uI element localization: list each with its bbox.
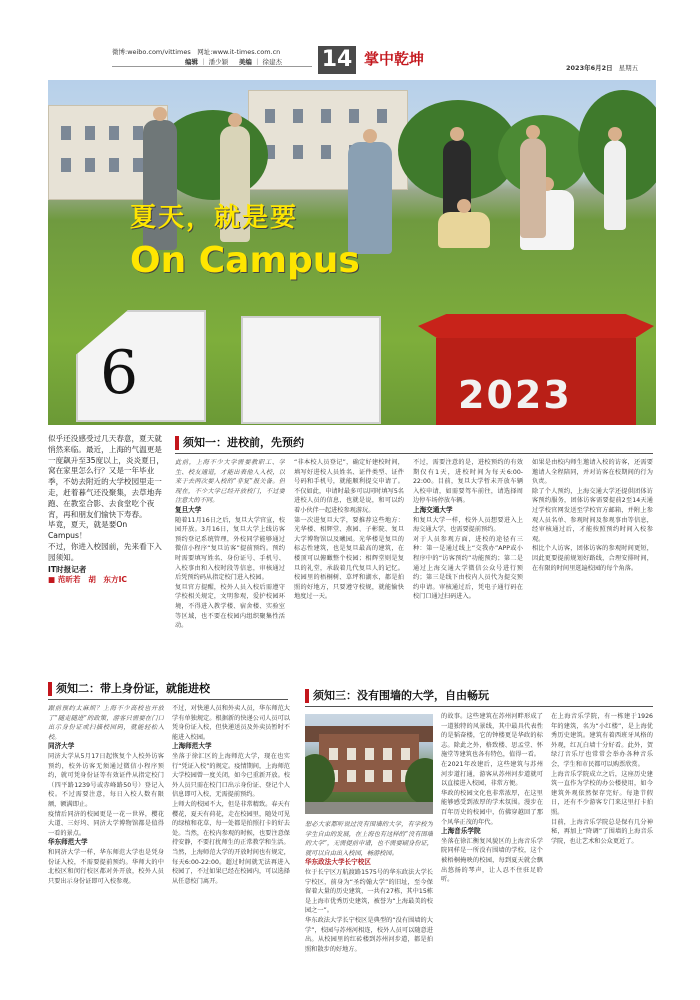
notice3-paragraph: 的故事。这些建筑在苏州河畔形成了一道独特的风景线，其中最具代表性的是韬奋楼，它的钟楼更是华政的标志。除此之外，格致楼、思孟堂、怀施堂等建筑也各有特色，值得一看。 [441, 713, 543, 759]
notice1-subhead-fudan: 复旦大学 [175, 505, 202, 514]
intro-paragraph: 不过，你进入校园前，先来看下入园须知。 [48, 541, 162, 562]
byline-source: IT时报记者 [48, 564, 87, 574]
editor-label: 编辑 [185, 58, 198, 66]
notice2-paragraph: 不过，对快递人员和外卖人员，华东师范大学有单独规定。根据新的快递公司人员可以凭身份证入校，但快递送员及外卖员暂时不能进入校园。 [172, 705, 290, 741]
page-number: 14 [318, 46, 356, 74]
weekday-text: 星期五 [618, 64, 639, 72]
hero-photo [48, 80, 656, 425]
campus-building-photo [305, 714, 433, 814]
notice3-paragraph: 华政的校园文化也非常浓厚，在这里能够感受到浓厚的学术氛围。漫步在百年历史的校园中，仿佛穿越回了那个风华正茂的年代。 [441, 789, 543, 826]
notice3-paragraph: 坐落在徐汇衡复风貌区的上海音乐学院同样是一所没有围墙的学校，这个被梧桐掩映的校园，每到夏天就会飘出悠扬的琴声，让人忍不住驻足聆听。 [441, 837, 543, 884]
notice2-subhead-ecnu: 华东师范大学 [48, 838, 88, 847]
notice2-subhead-shnu: 上海师范大学 [172, 742, 212, 751]
notice1-lead: 此前，上海不少大学需要教职工、学生、校友通道，才能出表他人入校，以来于去两次要入校的“非复”报关备。但现在，不少大学已经开放校门，不过要注意大的不同。 [175, 459, 285, 505]
header-rule [112, 66, 312, 67]
issue-date [566, 63, 638, 72]
notice1-subhead-sjtu: 上海交通大学 [413, 505, 453, 514]
headline-rule [305, 706, 653, 707]
notice1-paragraph: 复旦官方提醒，校外人员入校后需遵守学校相关规定，文明参观，爱护校园环境，不得进入教学楼、宿舍楼、实验室等区域，也不要在校园内组织聚集性活动。 [175, 583, 285, 630]
notice3-paragraph: 华东政法大学长宁校区是典型的“没有围墙的大学”，校园与苏州河相连，校外人员可以随意进出。从校园里的红砖楼到苏州河步道，都是拍照和散步的好地方。 [305, 916, 433, 953]
notice3-column-2 [441, 712, 543, 995]
notice1-paragraph: 相比个人访客，团体访客的参观时间更短，因此更要提前规划好路线，合理安排时间，在有限的时间里逛遍校园的每个角落。 [532, 545, 653, 572]
hero-subheadline: On Campus [130, 240, 360, 281]
headline-marker [175, 436, 179, 450]
notice1-column-3 [413, 458, 523, 678]
headline-rule [175, 453, 653, 454]
pavilion-roof [418, 308, 654, 338]
editor-name: 潘少颖 [208, 58, 229, 66]
notice2-lead: 跟前预约太麻烦？上海不少高校也开放了“随走随进”的政策，游客只需要在门口出示身份证或扫描校园码，就能轻松入校。 [48, 705, 164, 741]
notice2-paragraph: 上师大的校园不大，但是非常精致。春天有樱花，夏天有荷花，走在校园里，随处可见的绿植和花草，每一处都是拍照打卡的好去处。当然，在校内参观的时候，也要注意保持安静，不要打扰师生的正常教学和生活。 [172, 800, 290, 847]
headline-marker [48, 682, 52, 696]
notice1-paragraph: 对于人员参观方面，进校的途径有三种：第一是通过线上“交我办”APP或小程序中的“访客预约”功能预约；第二是通过上海交通大学微信公众号进行预约；第三是线下由校内人员代为提交预约申请。审核通过后，凭电子通行码在校门口通过扫码进入。 [413, 535, 523, 601]
notice2-subhead-tongji: 同济大学 [48, 742, 75, 751]
page-header [0, 0, 700, 78]
notice3-heading: 须知三：没有围墙的大学，自由畅玩 [313, 689, 489, 702]
notice2-paragraph: 坐落于徐汇区的上海师范大学，现在也实行“凭证入校”的规定。疫情期间，上海师范大学校园曾一度关闭，如今已重新开放。校外人员只需在校门口出示身份证、登记个人信息即可入校，无需提前预约。 [172, 752, 290, 799]
notice1-paragraph: 随着11月16日之后，复旦大学官宣，校园开放。3月16日，复旦大学上线访客预约登记系统管理，外校同学能够通过微信小程序“复旦访客”提前预约。预约时需要填写姓名、身份证号、手机号、入校事由和入校时段等信息，审核通过后凭预约码从指定校门进入校园。 [175, 516, 285, 582]
hero-headline: 夏天，就是要 [130, 203, 299, 233]
notice3-paragraph: 上海音乐学院成立之后，这座历史建筑一直作为学校的办公楼使用，如今建筑外观依然保存完好。每逢节假日，还有不少游客专门来这里打卡拍照。 [551, 770, 653, 816]
notice2-paragraph: 同济大学从5月17日起恢复个人校外访客预约，校外访客无须通过微信小程序预约，就可凭身份证等有效证件从指定校门（四平路1239号或赤峰路50号）登记入校。不过需要注意，每日入校人数有限额，额满即止。 [48, 752, 164, 808]
notice2-column-2 [172, 704, 290, 994]
notice3-lead: 想必大家都听说过没有围墙的大学，有学校为学生自由的发展，在上海也有这样的“没有围墙的大学”，无需提前申请，也不需要刷身份证，就可以自由出入校园，畅游校园。 [305, 821, 433, 857]
headline-marker [305, 689, 309, 703]
notice1-column-2 [294, 458, 404, 678]
section-title: 掌中乾坤 [364, 50, 425, 68]
byline-authors: ■ 范昕若 胡 东方IC [48, 575, 127, 585]
intro-text [48, 434, 166, 586]
person-figure [604, 140, 626, 230]
notice1-heading: 须知一：进校前，先预约 [183, 436, 304, 449]
person-figure [520, 138, 546, 238]
notice2-paragraph: 当然，上海师范大学的开放时间也有规定，每天6:00-22:00。超过时间就无法再进入校园了，不过如果已经在校园内，可以选择从任意校门离开。 [172, 848, 290, 885]
notice3-paragraph: 在2021年改建后，这些建筑与苏州河步道打通，游客从苏州河步道就可以直接进入校园，非常方便。 [441, 760, 543, 788]
designer-label: 美编 [238, 58, 252, 66]
header-web-info: 微博:weibo.com/vittimes 网址:www.it-times.com.cn [112, 48, 281, 56]
designer-name: 徐建杰 [262, 58, 282, 66]
person-figure [348, 142, 392, 254]
date-text: 2023年6月2日 [566, 64, 613, 72]
notice1-column-1 [175, 458, 285, 678]
notice1-paragraph: 和复旦大学一样，校外人员想要进入上海交通大学，也需要提前预约。 [413, 516, 523, 534]
decorative-numeral: 6 [100, 338, 139, 408]
notice3-paragraph: 位于长宁区万航渡路1575号的华东政法大学长宁校区，前身为“圣约翰大学”的旧址，至今保留着大量的历史建筑，一共有27栋，其中15栋是上海市优秀历史建筑，被誉为“上海最美的校园之一”。 [305, 868, 433, 915]
intro-paragraph: 毕竟，夏天，就是要On Campus！ [48, 520, 128, 541]
red-pavilion [418, 308, 654, 425]
notice1-column-4 [532, 458, 653, 678]
notice3-paragraph: 在上海音乐学院，有一栋建于1926年的建筑，名为“小红楼”，是上海优秀历史建筑。建筑有着西班牙风格的外观，红瓦白墙十分好看。此外，贺绿汀音乐厅也常常会举办各种音乐会，学生和市民都可以购票欣赏。 [551, 713, 653, 768]
headline-rule [48, 699, 288, 700]
header-editors: 编辑 ｜ 潘少颖 美编 ｜ 徐建杰 [185, 58, 282, 66]
notice3-subhead-conservatory: 上海音乐学院 [441, 827, 481, 836]
notice1-paragraph: 如果是由校内师生邀请入校的访客，还需要邀请人全程陪同，并对访客在校期间的行为负责。 [532, 459, 653, 486]
notice3-column-1 [305, 820, 433, 995]
notice2-paragraph: 和同济大学一样，华东师范大学也是凭身份证入校，不需要提前预约。华师大的中北校区和闵行校区都对外开放，校外人员只要出示身份证即可入校参观。 [48, 848, 164, 885]
person-figure [438, 212, 490, 248]
sign-year: 2023 [458, 373, 572, 417]
intro-paragraph: 似乎还没感受过几天春意，夏天就悄然来临。最近，上海的气温更是一度飙升至35度以上，炎炎夏日，窝在家里怎么行？又是一年毕业季，不妨去附近的大学校园里走一走，赶着暮气还没聚集，去草地奔跑、在教室合影、去食堂吃个夜宵，再和朋友们愉快下寿春。 [48, 434, 164, 519]
notice2-heading: 须知二：带上身份证，就能进校 [56, 682, 210, 695]
sign-letter [76, 310, 206, 422]
notice1-paragraph: 第一次进复旦大学，要推荐这些地方：光华楼、相辉堂、燕园、子彬院、复旦大学博物馆以及曦园。光华楼是复旦的标志性建筑，也是复旦最高的建筑，在楼顶可以俯瞰整个校园；相辉堂则是复旦的礼堂，承载着几代复旦人的记忆。校园里的梧桐树、草坪和湖水，都是拍照的好地方，只要遵守校规，就能愉快地度过一天。 [294, 516, 404, 601]
notice1-paragraph: 不过，需要注意的是，进校预约的有效期仅有1天，进校时间为每天6:00-22:00。目前，复旦大学暂未开放车辆入校申请，如需要驾车前往，请选择周边停车场停放车辆。 [413, 459, 523, 505]
notice3-column-3 [551, 712, 653, 995]
notice2-column-1 [48, 704, 164, 994]
notice1-paragraph: “非本校人员登记”，确定好建校时间，填写好进校人员姓名、证件类型、证件号码和手机号，就能顺利提交申请了。不仅如此，申请时最多可以同时填写5名进校人员的信息，也就是说，和可以约着小伙伴一起进校参观游玩。 [294, 459, 404, 514]
notice3-paragraph: 目前，上海音乐学院总是保有几分神秘，再加上“降调”了围墙的上海音乐学院，也让艺术和公众更近了。 [551, 818, 653, 845]
notice1-paragraph: 除了个人预约，上海交通大学还提供团体访客预约服务，团体访客需要提前2至14天通过学校官网发送至学校官方邮箱，并附上参观人员名单、参观时间及参观事由等信息，经审核通过后，才能按照预约时间入校参观。 [532, 487, 653, 543]
notice2-paragraph: 疫情后同济的校园更是一花一世界，樱花大道、三好坞、同济大学博物馆都是值得一看的景点。 [48, 810, 164, 837]
sign-letter [241, 316, 381, 424]
notice3-subhead-ecupl: 华东政法大学长宁校区 [305, 858, 371, 867]
